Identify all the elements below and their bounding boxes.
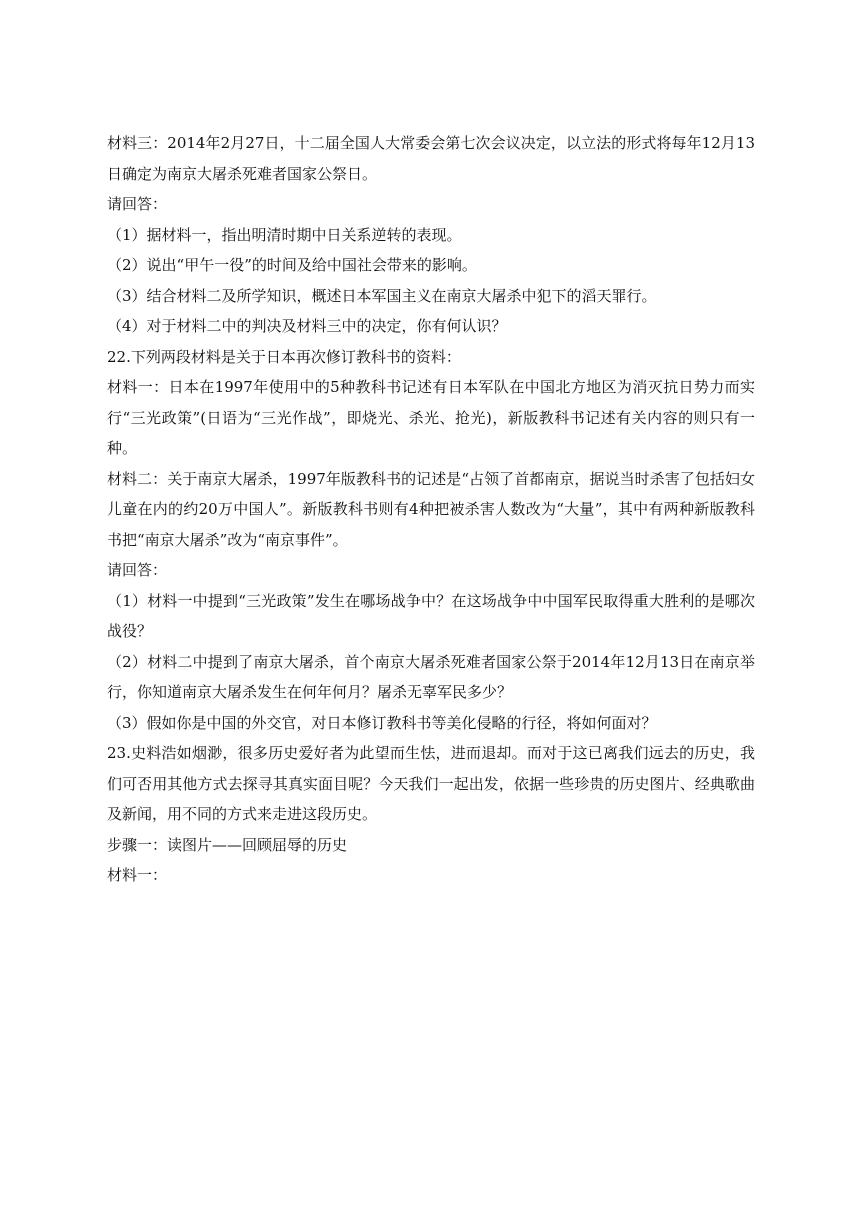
document-body — [107, 128, 755, 891]
material-one-label: 材料一： — [107, 866, 168, 884]
please-answer-label: 请回答： — [107, 561, 168, 579]
question-3: （3）结合材料二及所学知识，概述日本军国主义在南京大屠杀中犯下的滔天罪行。 — [107, 286, 657, 305]
material-three-paragraph: 材料三：2014年2月27日，十二届全国人大常委会第七次会议决定，以立法的形式将每年12月13日确定为南京大屠杀死难者国家公祭日。 — [107, 134, 755, 183]
q22-material-one: 材料一：日本在1997年使用中的5种教科书记述有日本军队在中国北方地区为消灭抗日势力而实行“三光政策”(日语为“三光作战”，即烧光、杀光、抢光)，新版教科书记述有关内容的则只有一种。 — [107, 378, 755, 457]
question-4: （4）对于材料二中的判决及材料三中的决定，你有何认识？ — [107, 317, 507, 335]
question-1: （1）据材料一，指出明清时期中日关系逆转的表现。 — [107, 225, 462, 244]
q22-question-2: （2）材料二中提到了南京大屠杀，首个南京大屠杀死难者国家公祭于2014年12月13日在南京举行，你知道南京大屠杀发生在何年何月？屠杀无辜军民多少？ — [107, 652, 755, 701]
please-answer-label: 请回答： — [107, 195, 168, 213]
q22-material-two: 材料二：关于南京大屠杀，1997年版教科书的记述是“占领了首都南京，据说当时杀害了包括妇女儿童在内的约20万中国人”。新版教科书则有4种把被杀害人数改为“大量”，其中有两种新版教科书把“南京大屠杀”改为“南京事件”。 — [107, 469, 755, 549]
question-23-heading: 23.史料浩如烟渺，很多历史爱好者为此望而生怯，进而退却。而对于这已离我们远去的历史，我们可否用其他方式去探寻其真实面目呢？今天我们一起出发，依据一些珍贵的历史图片、经典歌曲及新闻，用不同的方式来走进这段历史。 — [107, 744, 755, 823]
question-2: （2）说出“甲午一役”的时间及给中国社会带来的影响。 — [107, 256, 477, 274]
step-one-label: 步骤一：读图片——回顾屈辱的历史 — [107, 835, 348, 854]
q22-question-3: （3）假如你是中国的外交官，对日本修订教科书等美化侵略的行径，将如何面对？ — [107, 713, 657, 732]
question-22-heading: 22.下列两段材料是关于日本再次修订教科书的资料： — [107, 347, 461, 366]
q22-question-1: （1）材料一中提到“三光政策”发生在哪场战争中？在这场战争中中国军民取得重大胜利的是哪次战役？ — [107, 591, 755, 640]
